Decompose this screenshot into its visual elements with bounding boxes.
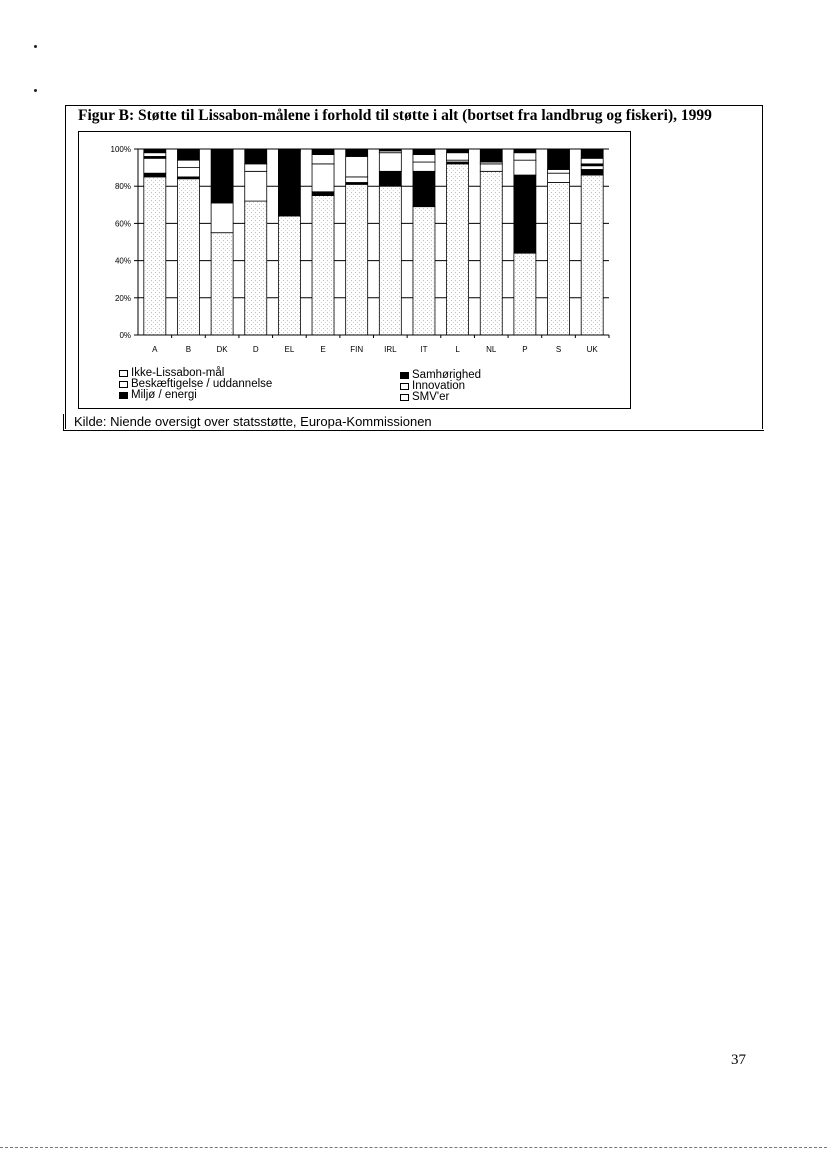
bar-segment bbox=[413, 171, 435, 206]
x-tick-label: L bbox=[455, 345, 460, 354]
bar-segment bbox=[211, 233, 233, 335]
bar-segment bbox=[177, 168, 199, 177]
bar-segment bbox=[480, 164, 502, 171]
y-tick-label: 20% bbox=[114, 293, 131, 303]
bar-segment bbox=[514, 153, 536, 160]
bar-segment bbox=[144, 173, 166, 177]
bar-segment bbox=[312, 149, 334, 155]
bar-segment bbox=[312, 164, 334, 192]
bar-segment bbox=[211, 149, 233, 188]
figure-title: Figur B: Støtte til Lissabon-målene i forhold til støtte i alt (bortset fra landbrug og fiskeri), 1999 bbox=[78, 107, 712, 124]
legend-label: Miljø / energi bbox=[131, 389, 197, 401]
bar-segment bbox=[480, 149, 502, 162]
x-tick-label: IT bbox=[420, 345, 428, 354]
bar-segment bbox=[514, 160, 536, 175]
bar-segment bbox=[480, 171, 502, 335]
legend-swatch bbox=[400, 383, 409, 390]
bar-segment bbox=[245, 149, 267, 164]
bar-segment bbox=[211, 203, 233, 233]
y-tick-label: 0% bbox=[119, 331, 131, 340]
bar-segment bbox=[379, 149, 401, 151]
x-tick-label: E bbox=[320, 345, 326, 354]
legend-swatch bbox=[119, 392, 128, 399]
chart-frame bbox=[78, 131, 631, 409]
bar-segment bbox=[447, 164, 469, 335]
bar-segment bbox=[245, 201, 267, 335]
x-tick-label: IRL bbox=[384, 345, 397, 354]
legend-label: Samhørighed bbox=[412, 369, 482, 381]
legend-item bbox=[400, 392, 481, 403]
x-tick-label: A bbox=[152, 345, 158, 354]
page-number: 37 bbox=[731, 1052, 746, 1068]
bar-segment bbox=[548, 173, 570, 182]
x-tick-label: FIN bbox=[350, 345, 364, 354]
bar-segment bbox=[413, 155, 435, 162]
bar-segment bbox=[413, 207, 435, 335]
scan-speck bbox=[34, 89, 37, 92]
x-tick-label: S bbox=[555, 345, 562, 354]
x-tick-label: NL bbox=[486, 345, 497, 354]
scan-speck bbox=[34, 45, 37, 48]
y-tick-label: 40% bbox=[114, 256, 131, 266]
bar-segment bbox=[514, 175, 536, 253]
y-tick-label: 100% bbox=[110, 145, 131, 154]
legend-swatch bbox=[400, 394, 409, 401]
source-line bbox=[63, 414, 764, 431]
legend-label: Beskæftigelse / uddannelse bbox=[131, 378, 273, 390]
x-tick-label: UK bbox=[586, 345, 598, 354]
bar-segment bbox=[548, 169, 570, 173]
bar-segment bbox=[245, 171, 267, 201]
bar-segment bbox=[278, 216, 300, 335]
bar-segment bbox=[346, 149, 368, 156]
legend-swatch bbox=[119, 381, 128, 388]
legend-label: Ikke-Lissabon-mål bbox=[131, 367, 225, 379]
bar-segment bbox=[413, 162, 435, 171]
bar-segment bbox=[312, 196, 334, 336]
bar-segment bbox=[379, 171, 401, 186]
bar-segment bbox=[211, 188, 233, 203]
bar-segment bbox=[514, 149, 536, 153]
bar-segment bbox=[581, 166, 603, 170]
bar-segment bbox=[312, 192, 334, 196]
bar-segment bbox=[346, 177, 368, 183]
legend-item bbox=[119, 390, 272, 401]
bar-segment bbox=[278, 149, 300, 151]
legend-swatch bbox=[400, 372, 409, 379]
bar-segment bbox=[144, 153, 166, 157]
bar-segment bbox=[413, 149, 435, 155]
bar-segment bbox=[514, 253, 536, 335]
bar-segment bbox=[177, 160, 199, 167]
bar-segment bbox=[346, 184, 368, 335]
x-tick-label: EL bbox=[284, 345, 295, 354]
y-tick-label: 60% bbox=[114, 219, 131, 229]
bar-segment bbox=[548, 182, 570, 335]
legend-label: Innovation bbox=[412, 380, 466, 392]
bar-segment bbox=[245, 164, 267, 171]
bar-segment bbox=[144, 177, 166, 335]
bar-segment bbox=[346, 156, 368, 176]
bar-segment bbox=[447, 153, 469, 160]
bar-segment bbox=[379, 186, 401, 335]
bar-segment bbox=[581, 175, 603, 335]
bar-segment bbox=[581, 158, 603, 164]
bar-segment bbox=[581, 169, 603, 175]
bar-segment bbox=[278, 151, 300, 216]
source-text: Kilde: Niende oversigt over statsstøtte, Europa-Kommissionen bbox=[74, 414, 432, 429]
x-tick-label: DK bbox=[216, 345, 228, 354]
bar-segment bbox=[177, 149, 199, 160]
bar-segment bbox=[379, 153, 401, 172]
legend-right bbox=[400, 370, 481, 403]
bar-segment bbox=[312, 155, 334, 164]
bar-segment bbox=[144, 149, 166, 153]
legend-swatch bbox=[119, 370, 128, 377]
y-tick-label: 80% bbox=[114, 182, 131, 192]
bar-segment bbox=[447, 149, 469, 153]
bottom-rule bbox=[0, 1147, 827, 1148]
bar-segment bbox=[548, 149, 570, 169]
x-tick-label: B bbox=[185, 345, 192, 354]
bar-segment bbox=[177, 179, 199, 335]
legend-left bbox=[119, 368, 272, 401]
legend-label: SMV'er bbox=[412, 391, 450, 403]
x-tick-label: D bbox=[252, 345, 259, 354]
bar-segment bbox=[581, 149, 603, 158]
bar-segment bbox=[144, 158, 166, 173]
x-tick-label: P bbox=[522, 345, 528, 354]
